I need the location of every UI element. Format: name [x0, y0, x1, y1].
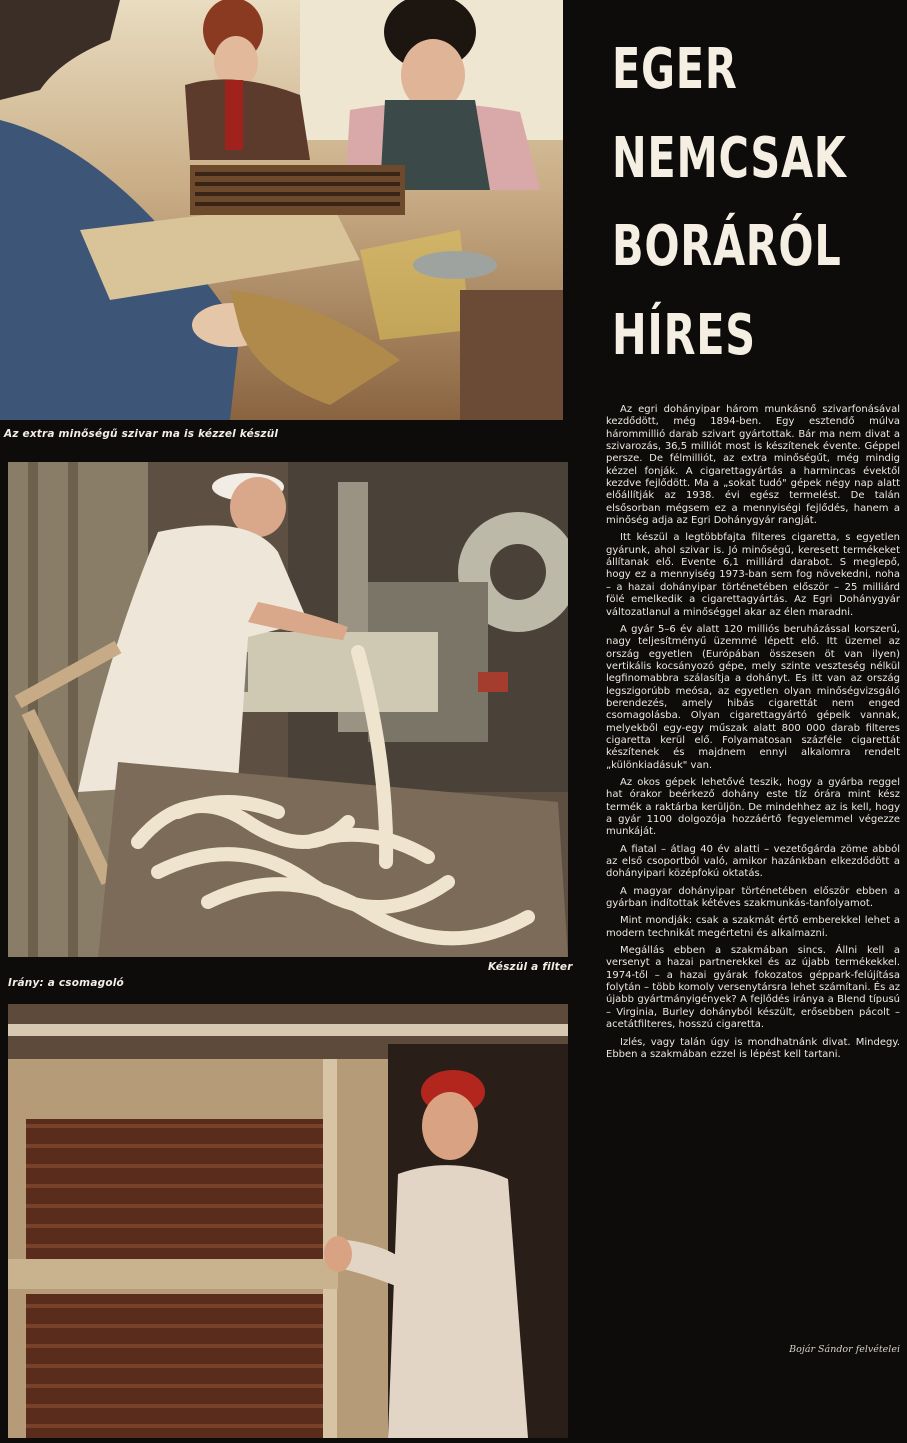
headline: [612, 26, 847, 380]
photo-worker-racks: [8, 1004, 568, 1438]
headline-line-2: NEMCSAK: [612, 125, 847, 191]
article-paragraph: Megállás ebben a szakmában sincs. Állni kell a versenyt a hazai partnerekkel és az újabb termékekkel. 1974-től – a hazai gyárak fokozatos géppark-felújítása folytán – több komoly versenytársra lehet számítani. És az újabb gyártmányigények? A fejlődés iránya a Blend típusú – Virginia, Burley dohányból készült, erősebben pácolt – acetátfilteres, hosszú cigaretta.: [606, 945, 900, 1031]
article-body: [606, 404, 900, 1066]
photo-caption-cigar: Az extra minőségű szivar ma is kézzel készül: [4, 428, 279, 440]
photo-cigar-rolling: [0, 0, 563, 420]
article-paragraph: Itt készül a legtöbbfajta filteres cigaretta, s egyetlen gyárunk, ahol szivar is. Jó minőségű, keresett termékeket állítanak elő. Evente 6,1 milliárd darabot. S meglepő, hogy ez a mennyiség 1973-ban sem fog növekedni, noha – a hazai dohányipar történetében először – 25 milliárd fölé emelkedik a cigarettagyártás. Az Egri Dohánygyár változatlanul a minőséggel akar az élen maradni.: [606, 532, 900, 618]
article-paragraph: A gyár 5–6 év alatt 120 milliós beruházással korszerű, nagy teljesítményű üzemmé lépett elő. Itt üzemel az ország egyetlen (Európában összesen öt van ilyen) vertikális kocsányozó gépe, mely szinte veszteség nélkül legfinomabbra szálasítja a dohányt. Es itt van az ország legszigorúbb meósa, az egyetlen olyan minőségvizsgáló berendezés, amely hibás cigarettát nem enged csomagolásba. Olyan cigarettagyártó gépeik vannak, melyekből egy-egy műszak alatt 800 000 darab filteres cigaretta kerül elő. Folyamatosan százféle cigarettát készítenek és majdnem ennyi alkalomra rendelt „különkiadásuk" van.: [606, 623, 900, 771]
headline-line-4: HÍRES: [612, 302, 756, 368]
article-paragraph: Az egri dohányipar három munkásnő szivarfonásával kezdődött, még 1894-ben. Egy esztendő múlva hárommillió darab szivart gyártottak. Bár ma nem divat a szivarozás, 36,5 milliót most is készítenek évente. Géppel persze. De félmilliót, az extra minőségűt, még mindig kézzel fonják. A cigarettagyártás a harmincas évektől kezdve fejlődött. Ma a „sokat tudó" gépek négy nap alatt előállítják az 1938. évi egész termelést. De talán elsősorban mégsem ez a mennyiségi fejlődés, hanem a minőség adja az Egri Dohánygyár rangját.: [606, 404, 900, 527]
article-paragraph: A magyar dohányipar történetében először ebben a gyárban indítottak kétéves szakmunkás-tanfolyamot.: [606, 885, 900, 910]
article-paragraph: A fiatal – átlag 40 év alatti – vezetőgárda zöme abból az első csoportból való, amikor hazánkban elkezdődött a dohányipari középfokú oktatás.: [606, 843, 900, 880]
photo-credit: Bojár Sándor felvételei: [789, 1344, 900, 1355]
headline-line-1: EGER: [612, 37, 738, 102]
article-paragraph: Az okos gépek lehetővé teszik, hogy a gyárba reggel hat órakor beérkező dohány este tíz órára mint kész termék a raktárba kerüljön. De mindehhez az is kell, hogy a gyár 1100 dolgozója hozzáértő fegyelemmel végezze munkáját.: [606, 776, 900, 838]
article-paragraph: Mint mondják: csak a szakmát értő emberekkel lehet a modern technikát megértetni és alkalmazni.: [606, 915, 900, 939]
photo-caption-packing: Irány: a csomagoló: [8, 977, 124, 989]
photo-caption-filter: Készül a filter: [488, 961, 573, 973]
headline-line-3: BORÁRÓL: [612, 214, 842, 279]
article-paragraph: Izlés, vagy talán úgy is mondhatnánk divat. Mindegy. Ebben a szakmában ezzel is lépést kell tartani.: [606, 1036, 900, 1060]
photo-filter-machine: [8, 462, 568, 957]
